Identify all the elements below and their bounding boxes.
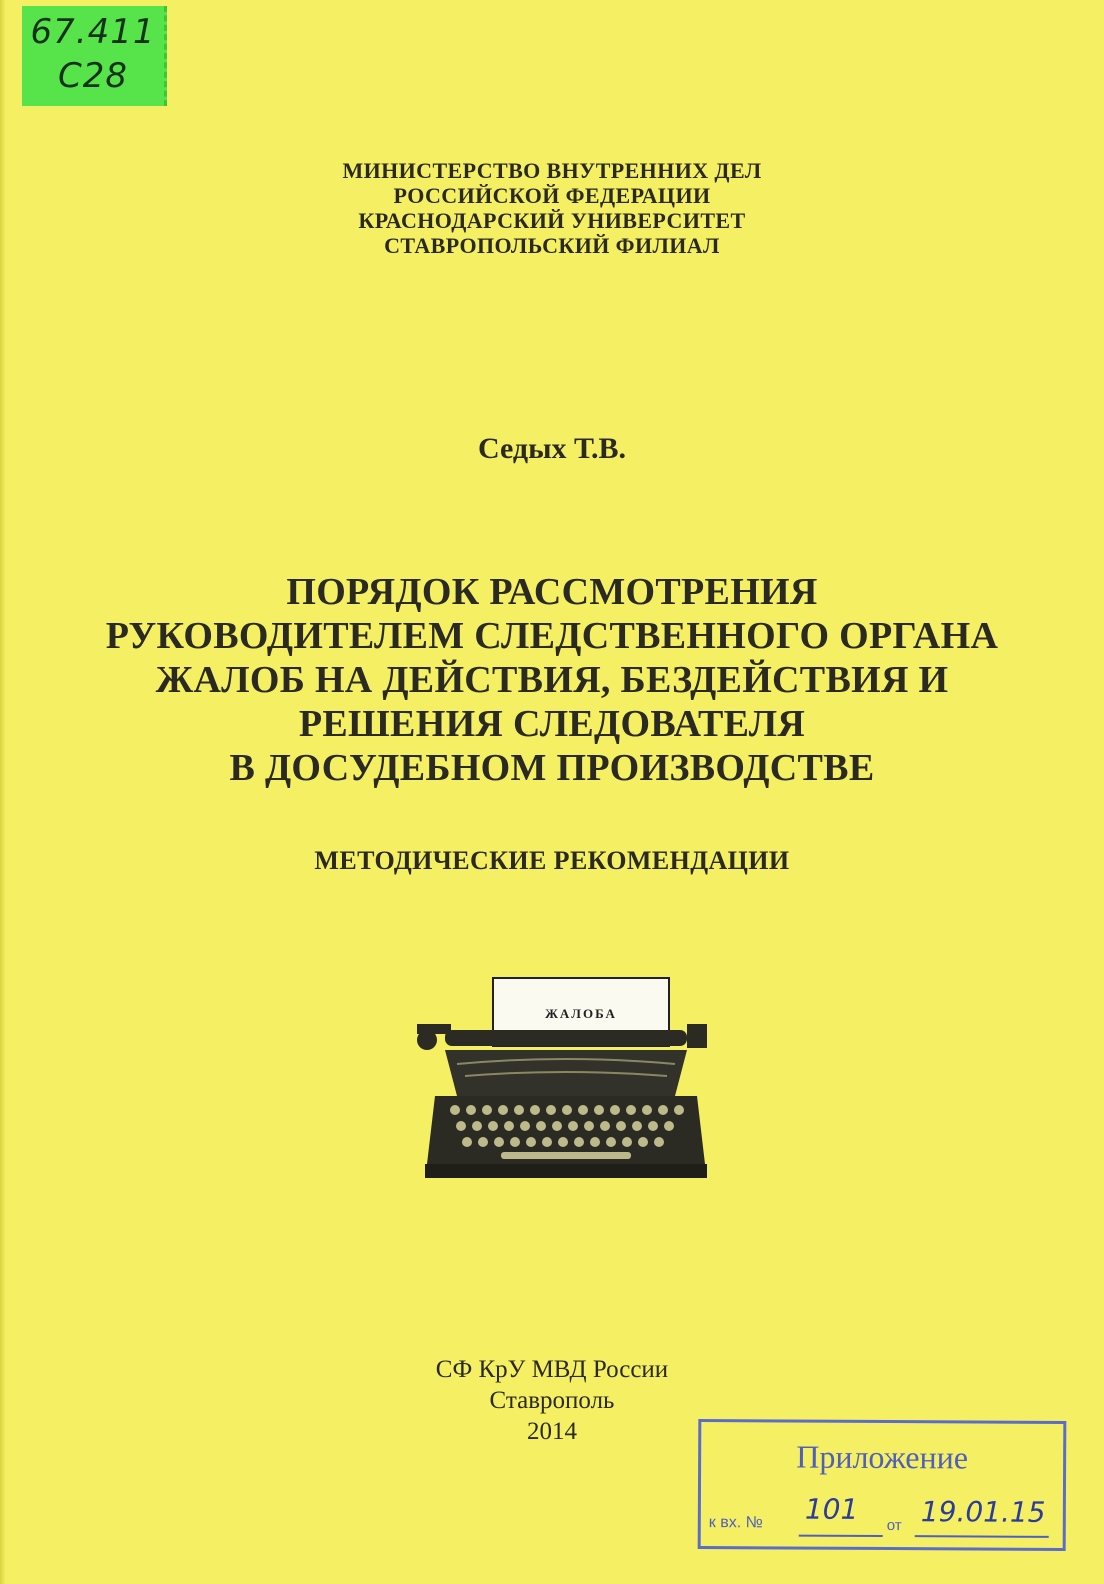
book-title: [0, 570, 1104, 790]
typewriter-icon: [405, 968, 715, 1183]
title-line: В ДОСУДЕБНОМ ПРОИЗВОДСТВЕ: [229, 747, 875, 789]
title-line: ПОРЯДОК РАССМОТРЕНИЯ: [286, 571, 818, 613]
publisher-city: Ставрополь: [489, 1387, 615, 1414]
library-sticker: [22, 6, 167, 106]
paper-text: ЖАЛОБА: [545, 1006, 617, 1021]
stamp-date-label: от: [886, 1517, 902, 1535]
stamp-registration-row: [707, 1492, 1057, 1540]
stamp-date-blank: [915, 1535, 1049, 1538]
stamp-date-value: 19.01.15: [920, 1495, 1046, 1529]
title-line: РЕШЕНИЯ СЛЕДОВАТЕЛЯ: [298, 703, 806, 745]
author-name: Седых Т.В.: [477, 432, 627, 465]
header-line: СТАВРОПОЛЬСКИЙ ФИЛИАЛ: [384, 233, 720, 258]
header-line: РОССИЙСКОЙ ФЕДЕРАЦИИ: [393, 183, 711, 208]
publication-year: 2014: [527, 1418, 577, 1445]
header-line: МИНИСТЕРСТВО ВНУТРЕННИХ ДЕЛ: [342, 158, 762, 183]
registration-stamp: [698, 1419, 1067, 1551]
sticker-author-mark: C28: [57, 56, 128, 96]
publisher-name: СФ КрУ МВД России: [435, 1356, 669, 1383]
stamp-number-label: к вх. №: [708, 1514, 763, 1532]
header-line: КРАСНОДАРСКИЙ УНИВЕРСИТЕТ: [358, 208, 746, 233]
title-line: РУКОВОДИТЕЛЕМ СЛЕДСТВЕННОГО ОРГАНА: [105, 615, 999, 657]
stamp-number-blank: [799, 1535, 883, 1537]
book-subtitle: МЕТОДИЧЕСКИЕ РЕКОМЕНДАЦИИ: [314, 846, 790, 875]
sticker-classification: 67.411: [30, 12, 156, 52]
stamp-number-value: 101: [804, 1492, 859, 1526]
ministry-header: [0, 158, 1104, 258]
stamp-title: Приложение: [796, 1438, 969, 1476]
title-line: ЖАЛОБ НА ДЕЙСТВИЯ, БЕЗДЕЙСТВИЯ И: [155, 659, 949, 701]
